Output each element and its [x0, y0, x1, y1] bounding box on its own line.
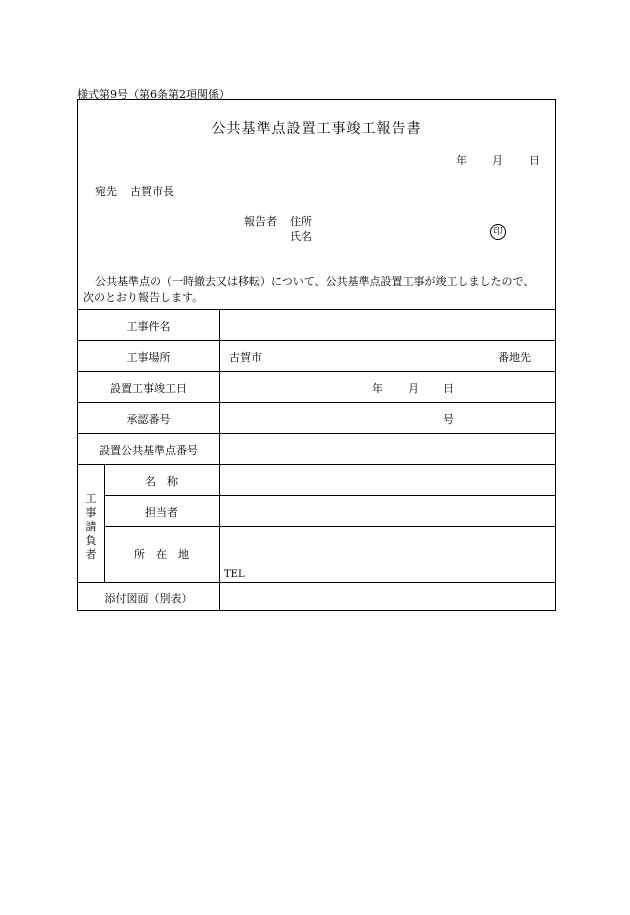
site-city: 古賀市 — [229, 351, 262, 364]
contractor-group-char: 負 — [85, 534, 97, 547]
contractor-group-char: 者 — [85, 548, 97, 561]
construction-name-label: 工事件名 — [126, 320, 171, 333]
row-divider — [78, 582, 555, 583]
approval-suffix: 号 — [443, 413, 454, 426]
approval-number-label: 承認番号 — [126, 413, 171, 426]
row-divider — [78, 371, 555, 372]
addressee-label: 宛先 — [95, 185, 117, 198]
completion-month-label: 月 — [408, 382, 419, 395]
contractor-name-label: 名 称 — [145, 475, 178, 488]
completion-day-label: 日 — [443, 382, 454, 395]
row-divider — [78, 340, 555, 341]
report-form — [77, 99, 556, 611]
attachments-label: 添付図面（別表） — [104, 592, 193, 605]
reporter-label: 報告者 — [244, 215, 277, 228]
contractor-group-label — [78, 492, 104, 562]
row-divider — [78, 433, 555, 434]
body-text-line-1: 公共基準点の（一時撤去又は移転）について、公共基準点設置工事が竣工しましたので、 — [95, 275, 535, 288]
column-divider — [219, 309, 220, 611]
contractor-group-char: 事 — [85, 506, 97, 519]
date-day-label: 日 — [529, 154, 540, 167]
addressee-name: 古賀市長 — [130, 185, 174, 198]
form-number: 様式第9号（第6条第2項関係） — [77, 88, 230, 101]
benchmark-number-label: 設置公共基準点番号 — [99, 444, 198, 457]
row-divider — [78, 402, 555, 403]
contractor-group-char: 工 — [85, 492, 97, 505]
site-suffix: 番地先 — [498, 351, 531, 364]
row-divider — [78, 309, 555, 310]
completion-date-label: 設置工事竣工日 — [110, 382, 187, 395]
page-title: 公共基準点設置工事竣工報告書 — [211, 121, 422, 137]
date-year-label: 年 — [456, 154, 467, 167]
contractor-address-label: 所 在 地 — [134, 548, 189, 561]
construction-site-label: 工事場所 — [126, 351, 171, 364]
body-text-line-2: 次のとおり報告します。 — [83, 291, 204, 304]
contractor-person-label: 担当者 — [145, 506, 178, 519]
seal-icon: 印 — [490, 224, 506, 240]
completion-year-label: 年 — [372, 382, 383, 395]
row-divider — [104, 526, 556, 527]
date-month-label: 月 — [492, 154, 503, 167]
row-divider — [78, 464, 555, 465]
contractor-tel-label: TEL — [224, 569, 245, 580]
reporter-address-label: 住所 — [290, 215, 312, 228]
reporter-name-label: 氏名 — [290, 230, 312, 243]
contractor-group-char: 請 — [85, 520, 97, 533]
row-divider — [104, 495, 556, 496]
